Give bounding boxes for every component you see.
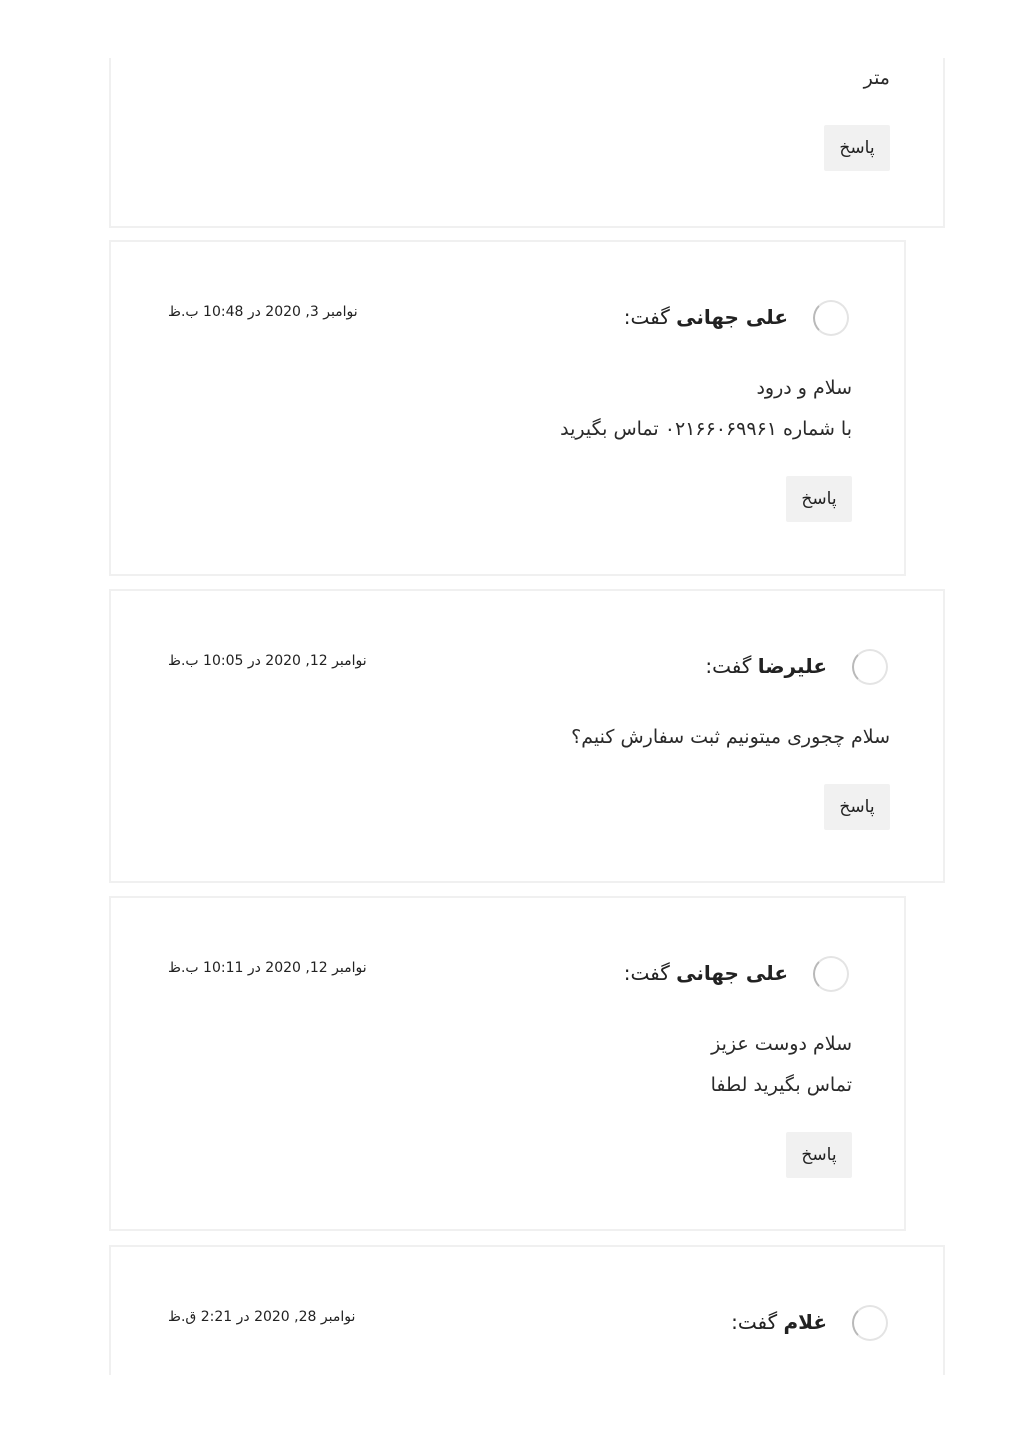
comment-card (109, 58, 945, 228)
comment-author-line (731, 1307, 827, 1337)
comment-date[interactable]: نوامبر 12, 2020 در 10:05 ب.ظ (168, 653, 367, 669)
comment-author-line (624, 958, 788, 988)
comment-body-line: با شماره ۰۲۱۶۶۰۶۹۹۶۱ تماس بگیرید (560, 418, 852, 440)
said-label: گفت: (705, 654, 752, 678)
comment-card (109, 896, 906, 1231)
comment-date[interactable]: نوامبر 3, 2020 در 10:48 ب.ظ (168, 304, 358, 320)
author-name: علیرضا (757, 654, 827, 678)
said-label: گفت: (731, 1310, 778, 1334)
comment-body-line: سلام چجوری میتونیم ثبت سفارش کنیم؟ (571, 726, 890, 748)
comment-author-line (705, 651, 827, 681)
avatar (852, 1305, 888, 1341)
comment-date[interactable]: نوامبر 28, 2020 در 2:21 ق.ظ (168, 1309, 356, 1325)
comment-body-line: متر (863, 67, 890, 89)
avatar (813, 956, 849, 992)
comment-body-line: تماس بگیرید لطفا (710, 1074, 852, 1096)
reply-button[interactable]: پاسخ (824, 125, 890, 171)
comment-date[interactable]: نوامبر 12, 2020 در 10:11 ب.ظ (168, 960, 367, 976)
comment-body-line: سلام و درود (756, 377, 852, 399)
comment-body-line: سلام دوست عزیز (711, 1033, 852, 1055)
said-label: گفت: (623, 961, 670, 985)
reply-button[interactable]: پاسخ (824, 784, 890, 830)
said-label: گفت: (623, 305, 670, 329)
comment-author-line (624, 302, 788, 332)
reply-button[interactable]: پاسخ (786, 1132, 852, 1178)
comment-card (109, 1245, 945, 1375)
author-name: علی جهانی (676, 305, 788, 329)
avatar (852, 649, 888, 685)
reply-button[interactable]: پاسخ (786, 476, 852, 522)
author-name: علی جهانی (676, 961, 788, 985)
comment-card (109, 589, 945, 883)
comment-card (109, 240, 906, 576)
author-name: غلام (783, 1310, 827, 1334)
avatar (813, 300, 849, 336)
